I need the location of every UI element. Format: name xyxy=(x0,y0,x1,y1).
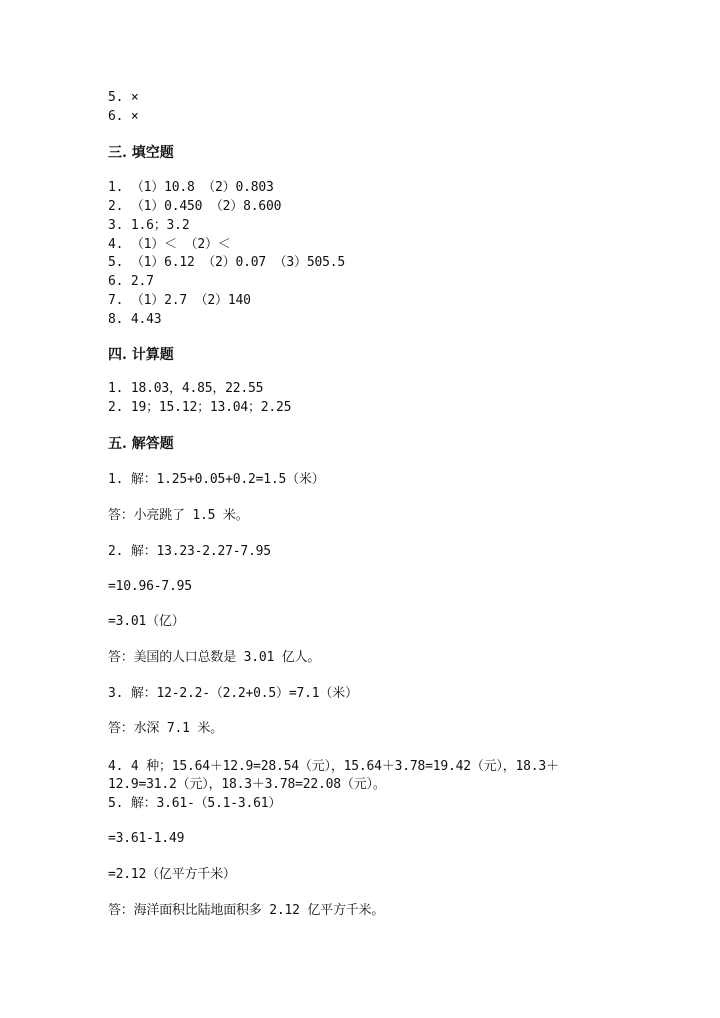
answer-line: 1. （1）10.8 （2）0.803 xyxy=(108,180,274,195)
answer-line: =2.12（亿平方千米） xyxy=(108,867,236,882)
answer-line: 7. （1）2.7 （2）140 xyxy=(108,293,251,308)
answer-line: 1. 解：1.25+0.05+0.2=1.5（米） xyxy=(108,472,325,487)
answer-line: 2. 19；15.12；13.04；2.25 xyxy=(108,400,292,415)
answer-line: 2. （1）0.450 （2）8.600 xyxy=(108,199,282,214)
answer-line: 2. 解：13.23-2.27-7.95 xyxy=(108,544,271,559)
answer-line: 3. 解：12-2.2-（2.2+0.5）=7.1（米） xyxy=(108,686,358,701)
answer-line: =3.01（亿） xyxy=(108,614,185,629)
answer-line: 6. × xyxy=(108,109,139,124)
answer-line: 5. 解：3.61-（5.1-3.61） xyxy=(108,796,282,811)
answer-line: 答：美国的人口总数是 3.01 亿人。 xyxy=(108,650,321,665)
answer-line: 3. 1.6；3.2 xyxy=(108,218,190,233)
section-heading-word-problems: 五. 解答题 xyxy=(108,436,174,452)
answer-line: =10.96-7.95 xyxy=(108,579,192,594)
answer-line: 答：海洋面积比陆地面积多 2.12 亿平方千米。 xyxy=(108,903,385,918)
answer-line: 4. 4 种；15.64＋12.9=28.54（元），15.64＋3.78=19.42（元），18.3＋ xyxy=(108,759,559,774)
answer-line: 答：水深 7.1 米。 xyxy=(108,721,223,736)
answer-line: 4. （1）＜ （2）＜ xyxy=(108,237,231,252)
answer-line: 1. 18.03，4.85，22.55 xyxy=(108,381,264,396)
answer-line: =3.61-1.49 xyxy=(108,831,185,846)
answer-line: 答：小亮跳了 1.5 米。 xyxy=(108,508,249,523)
answer-line: 12.9=31.2（元），18.3＋3.78=22.08（元）。 xyxy=(108,777,386,792)
answer-line: 5. × xyxy=(108,90,139,105)
answer-line: 5. （1）6.12 （2）0.07 （3）505.5 xyxy=(108,255,345,270)
section-heading-fill-in: 三. 填空题 xyxy=(108,145,174,161)
answer-line: 8. 4.43 xyxy=(108,312,162,327)
section-heading-calculation: 四. 计算题 xyxy=(108,347,174,363)
answer-line: 6. 2.7 xyxy=(108,274,154,289)
